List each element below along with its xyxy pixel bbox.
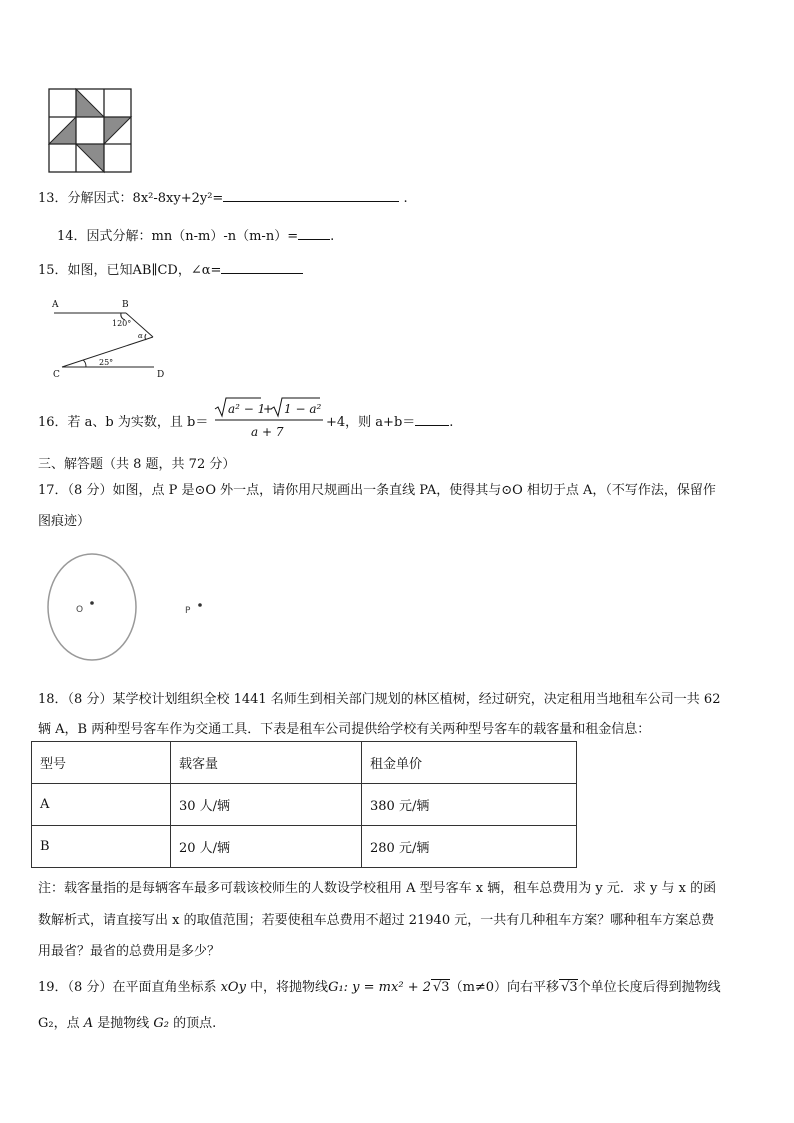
q19-condition: （m≠0）向右平移 bbox=[449, 980, 560, 995]
label-a: A bbox=[52, 300, 59, 310]
q18-note-line2: 数解析式，请直接写出 x 的取值范围；若要使租车总费用不超过 21940 元，一共有几种租车方案？哪种租车方案总费 bbox=[38, 913, 715, 928]
answer-blank bbox=[223, 189, 399, 202]
q19-sqrt3-a: √3 bbox=[432, 980, 450, 995]
q19-sqrt3-b: √3 bbox=[561, 980, 578, 995]
q19-line2b: 是抛物线 bbox=[93, 1016, 154, 1031]
section-3-heading: 三、解答题（共 8 题，共 72 分） bbox=[38, 457, 236, 472]
center-point-o bbox=[90, 601, 94, 605]
q13-text: 13．分解因式：8x²-8xy+2y²= bbox=[38, 191, 224, 206]
q19-part1: 19．（8 分）在平面直角坐标系 bbox=[38, 980, 221, 995]
circle-o bbox=[48, 554, 136, 660]
answer-blank bbox=[415, 413, 449, 426]
q14-end: . bbox=[330, 229, 335, 244]
q19-xoy: xOy bbox=[220, 980, 246, 995]
answer-blank bbox=[298, 227, 330, 240]
q15-text: 15．如图，已知AB∥CD，∠α= bbox=[38, 263, 222, 278]
q14-text: 14．因式分解：mn（n-m）-n（m-n）= bbox=[57, 229, 299, 244]
point-p bbox=[198, 603, 202, 607]
question-15 bbox=[38, 259, 303, 278]
q16-prefix-text: 16．若 a、b 为实数，且 b＝ bbox=[38, 415, 209, 430]
rental-table bbox=[31, 741, 577, 868]
q19-g2: G₂ bbox=[153, 1016, 169, 1031]
numerator-plus: + bbox=[263, 402, 274, 416]
q19-equation: : y = mx² + 2 bbox=[343, 980, 431, 995]
q13-end: . bbox=[403, 191, 408, 206]
table-cell: 30 人/辆 bbox=[171, 784, 362, 826]
label-p: P bbox=[185, 606, 191, 616]
question-16-suffix bbox=[326, 411, 453, 430]
table-cell: A bbox=[32, 784, 171, 826]
table-row bbox=[32, 784, 577, 826]
q19-line2a: G₂，点 bbox=[38, 1016, 84, 1031]
q19-part2: 中，将抛物线 bbox=[245, 980, 329, 995]
q18-line1: 18．（8 分）某学校计划组织全校 1441 名师生到相关部门规划的林区植树，经过研究，决定租用当地租车公司一共 62 bbox=[38, 692, 721, 707]
question-16-prefix bbox=[38, 411, 208, 430]
question-13 bbox=[38, 187, 408, 206]
q18-note-line1: 注：载客量指的是每辆客车最多可载该校师生的人数设学校租用 A 型号客车 x 辆，租车总费用为 y 元．求 y 与 x 的函 bbox=[38, 881, 717, 896]
fraction-expression bbox=[213, 395, 325, 445]
header-cell-model: 型号 bbox=[32, 742, 171, 784]
q19-point-a: A bbox=[83, 1016, 94, 1031]
label-c: C bbox=[53, 370, 60, 380]
numerator-b: 1 − a² bbox=[284, 402, 322, 416]
table-cell: 380 元/辆 bbox=[362, 784, 577, 826]
table-cell: 20 人/辆 bbox=[171, 826, 362, 868]
question-14 bbox=[57, 225, 334, 244]
table-header-row bbox=[32, 742, 577, 784]
sqrt3-value: 3 bbox=[569, 980, 578, 995]
q17-line1: 17．（8 分）如图，点 P 是⊙O 外一点，请你用尺规画出一条直线 PA，使得其与⊙O 相切于点 A，（不写作法，保留作 bbox=[38, 483, 716, 498]
label-o: O bbox=[76, 605, 84, 615]
alpha-label: α bbox=[138, 332, 143, 340]
fraction-svg bbox=[213, 395, 325, 441]
table-row bbox=[32, 826, 577, 868]
angle-120-label: 120° bbox=[112, 319, 132, 328]
alpha-arc bbox=[145, 334, 146, 340]
numerator-a: a² − 1 bbox=[228, 402, 266, 416]
grid-lines bbox=[49, 89, 131, 172]
tile-pattern-figure bbox=[48, 88, 134, 174]
angle-25-label: 25° bbox=[99, 358, 114, 367]
table-cell: 280 元/辆 bbox=[362, 826, 577, 868]
sqrt3-value: 3 bbox=[441, 980, 450, 995]
parallel-lines-figure bbox=[46, 295, 176, 383]
shaded-triangles bbox=[49, 89, 131, 172]
q17-line2: 图痕迹） bbox=[38, 514, 91, 529]
q19-part3: 个单位长度后得到抛物线 bbox=[577, 980, 721, 995]
header-cell-capacity: 载客量 bbox=[171, 742, 362, 784]
q19-line1 bbox=[38, 976, 721, 995]
q19-line2 bbox=[38, 1012, 216, 1031]
denominator: a + 7 bbox=[251, 425, 284, 439]
q19-g1: G₁ bbox=[328, 980, 344, 995]
q16-suffix-text: +4，则 a+b＝ bbox=[326, 415, 416, 430]
q19-line2c: 的顶点. bbox=[169, 1016, 217, 1031]
label-d: D bbox=[157, 370, 165, 380]
circle-figure bbox=[44, 550, 214, 664]
q18-line2: 辆 A，B 两种型号客车作为交通工具．下表是租车公司提供给学校有关两种型号客车的载客量和租金信息： bbox=[38, 722, 651, 737]
table-cell: B bbox=[32, 826, 171, 868]
header-cell-price: 租金单价 bbox=[362, 742, 577, 784]
answer-blank bbox=[221, 261, 303, 274]
angle-25-arc bbox=[83, 360, 86, 367]
label-b: B bbox=[122, 300, 129, 310]
q16-end: . bbox=[449, 415, 454, 430]
q18-note-line3: 用最省？最省的总费用是多少？ bbox=[38, 944, 221, 959]
